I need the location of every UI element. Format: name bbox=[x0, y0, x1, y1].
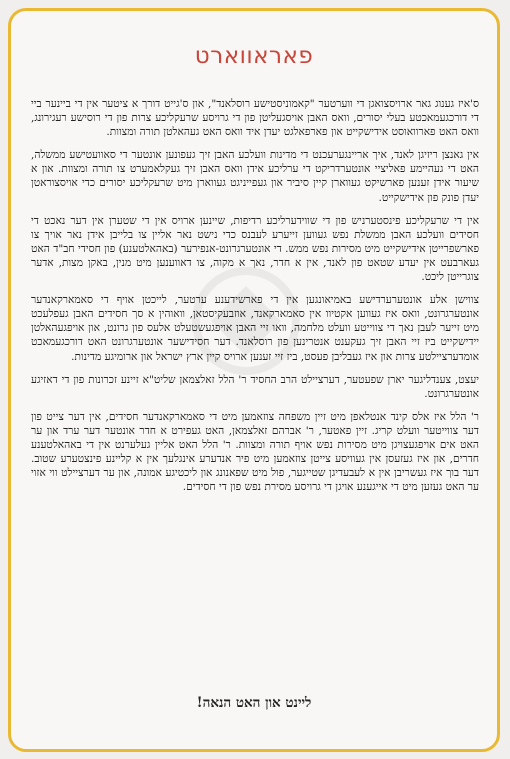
body-text bbox=[31, 97, 479, 503]
paragraph-3: אין די שרעקליכע פינסטערניש פון די שווידערליכע רדיפות, שיינען ארויס אין די שטערן אין דער נאכט די חסידים וועלכע האבן ממשלת נפש געווען זייערע לעבנס כדי נישט נאר אליין צו בלייבן אידן נאר אויך צו פארשפרייטן אידישקייט מיט מסירות נפש ממש. די אונטערגרונט-אנפירער (באהאלטענע) פון חסידי חב"ד האט געארבעט אין יעדע שטאט פון לאנד, אין א חדר, נאך א מקוה, צו דאווענען מיט מנין, באקן מצות, אדער צוגרייטן ליכט. bbox=[31, 214, 479, 284]
paragraph-1: ס'איז גענוג גאר ארויסצואגן די ווערטער "קאמוניסטישע רוסלאנד", און ס'גייט דורך א ציטער אין די ביינער ביי די דורכגעמאכטע בעלי יסורים, וואס האבן אויסגעליטן פון די גרויסע שרעקליכע צרות פון די רוסישע רעגירונג, וואס האט פארוואוסט אידישקייט און פארפאלגט יעדן איד וואס האט געהאלטן תורה ומצוות. bbox=[31, 98, 479, 139]
paragraph-5: יעצט, צענדליגער יארן שפעטער, דערציילט הרב החסיד ר' הלל זאלצמאן שליט"א זיינע זכרונות פון די דאזיגע אונטערגרונט. bbox=[31, 373, 479, 400]
paragraph-6: ר' הלל איז אלס קינד אנטלאפן מיט זיין משפחה צוזאמען מיט די סאמארקאנדער חסידים, אין דער צייט פון דער צווייטער וועלט קריג. זיין פאטער, ר' אברהם זאלצמאן, האט געפירט א חדר אונטער דער ערד און ער האט אים אויפגעצויגן מיט מסירות נפש אויף תורה ומצוות. ר' הלל האט אליין געלערנט אין די באהאלטענע חדרים, און איז געזעסן אין געוויסע צייטן צוזאמען מיט פיר אנדערע אינגלעך אין א קליינע פינצטערע שטוב. דער בוך איז געשריבן אין א לעבעדיגן שטייגער, פול מיט שפאנונג און ליכטיגע אמונה, און ער דערציילט ווי אזוי ער האט געזען מיט די אייגענע אויגן די גרויסע מסירת נפש פון די חסידים. bbox=[31, 410, 479, 494]
page-title: פאראווארט bbox=[194, 43, 314, 69]
document-page bbox=[8, 8, 500, 752]
paragraph-2: אין גאנצן ריזיגן לאנד, איך אריינגערעכנט די מדינות וועלכע האבן זיך געפונען אונטער די סאוועטישע ממשלה, האט די געהיימע פאליציי אונטערדריקט די ערליכע אידן וואס האבן זיך געקלאמערט צו תורה ומצוות. און א שיעור אידן זענען פארשיקט געווארן קיין סיביר און געפייניגט געווארן מיט שרעקליכע יסורים כדי אויסצוראטן יעדן פונק פון אידישקייט. bbox=[31, 149, 479, 204]
closing-line: ליינט און האט הנאה! bbox=[196, 695, 312, 711]
paragraph-4: צווישן אלע אונטערערדישע באמיאונגען אין די פארשידענע ערטער, לייכטן אויף די סאמארקאנדער אונטערגרונט, וואס איז געווען אקטיוו אין סאמארקאנד, אוזבעקיסטאן, וואוהין א סך חסידים האבן געפלעכט מיט זייער לעבן נאך די צווייטע וועלט מלחמה, וואו זיי האבן אויפגעשטעלט אלעס פון גרונט, און אויפגעהאלטן יידישקייט ביז זיי האבן זיך געקענט אנטרינען פון רוסלאנד. דער חסידישער אונטערגרונט האט דורכגעמאכט אומדערציילטע צרות און איז געבליבן פעסט, ביז זיי זענען ארויס קיין ארץ ישראל און ארומיגע מדינות. bbox=[31, 294, 479, 363]
